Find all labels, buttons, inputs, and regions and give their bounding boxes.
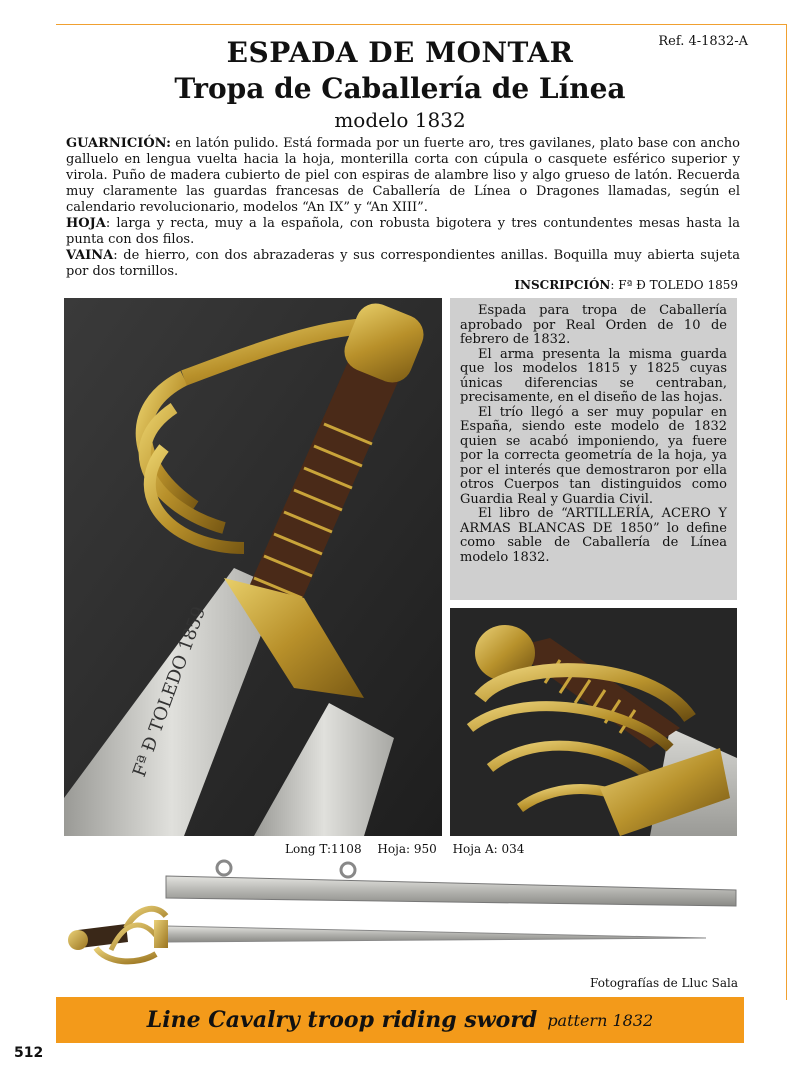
hoja-text: : larga y recta, muy a la española, con robusta bigotera y tres contundentes mesas hasta la punta con dos filos. [66,216,740,247]
hilt-closeup-photo [64,298,442,836]
description [66,136,740,280]
inscription-text: : Fª Ð TOLEDO 1859 [610,278,738,292]
history-sidebox [450,298,737,600]
sidebox-paragraph-4: El libro de “ARTILLERÍA, ACERO Y ARMAS BLANCAS DE 1850” lo define como sable de Caballería de Línea modelo 1832. [460,506,727,565]
model-year: modelo 1832 [334,108,466,132]
page-number: 512 [14,1045,44,1061]
english-title: Line Cavalry troop riding sword [146,1007,538,1033]
guarnicion-label: GUARNICIÓN: [66,136,171,151]
guard-detail-photo [450,608,737,836]
hoja-paragraph [66,216,740,248]
guarnicion-text: en latón pulido. Está formada por un fuerte aro, tres gavilanes, plato base con ancho galluelo en lengua vuelta hacia la hoja, monterilla corta con cúpula o casquete esférico superior y virola. Puño de madera cubierto de piel con espiras de alambre liso y algo grueso de latón. Recuerda muy claramente las guardas francesas de Caballería de Línea o Dragones llamadas, según el calendario revolucionario, modelos “An IX” y “An XIII”. [66,136,740,215]
guarnicion-paragraph [66,136,740,216]
vaina-label: VAINA [66,248,114,263]
photo-credit: Fotografías de Lluc Sala [590,976,738,990]
inscription-label: INSCRIPCIÓN [514,278,611,292]
sidebox-paragraph-3: El trío llegó a ser muy popular en España, siendo este modelo de 1832 quien se acabó imponiendo, ya fuere por la correcta geometría de la hoja, ya por el interés que demostraron por ella otros Cuerpos tan distinguidos como Guardia Real y Guardia Civil. [460,404,727,507]
reference-code: Ref. 4-1832-A [658,34,748,49]
vaina-paragraph [66,248,740,280]
inscription [514,278,738,292]
page-title: ESPADA DE MONTAR [226,36,574,69]
measurements [285,842,536,856]
hoja-label: HOJA [66,216,106,231]
full-sword-photo [66,858,742,970]
english-pattern: pattern 1832 [547,1010,654,1030]
blade-length: Hoja: 950 [377,842,437,856]
total-length: Long T:1108 [285,842,362,856]
sidebox-paragraph-2: El arma presenta la misma guarda que los modelos 1815 y 1825 cuyas únicas diferencias se centraban, precisamente, en el diseño de las hojas. [460,346,727,405]
blade-width: Hoja A: 034 [452,842,525,856]
english-title-banner [56,997,744,1043]
vaina-text: : de hierro, con dos abrazaderas y sus correspondientes anillas. Boquilla muy abierta sujeta por dos tornillos. [66,248,740,279]
blade-inscription: Fª Ð TOLEDO 1859 [128,603,211,780]
page-subtitle: Tropa de Caballería de Línea [174,72,626,105]
sidebox-paragraph-1: Espada para tropa de Caballería aprobado por Real Orden de 10 de febrero de 1832. [460,303,727,347]
